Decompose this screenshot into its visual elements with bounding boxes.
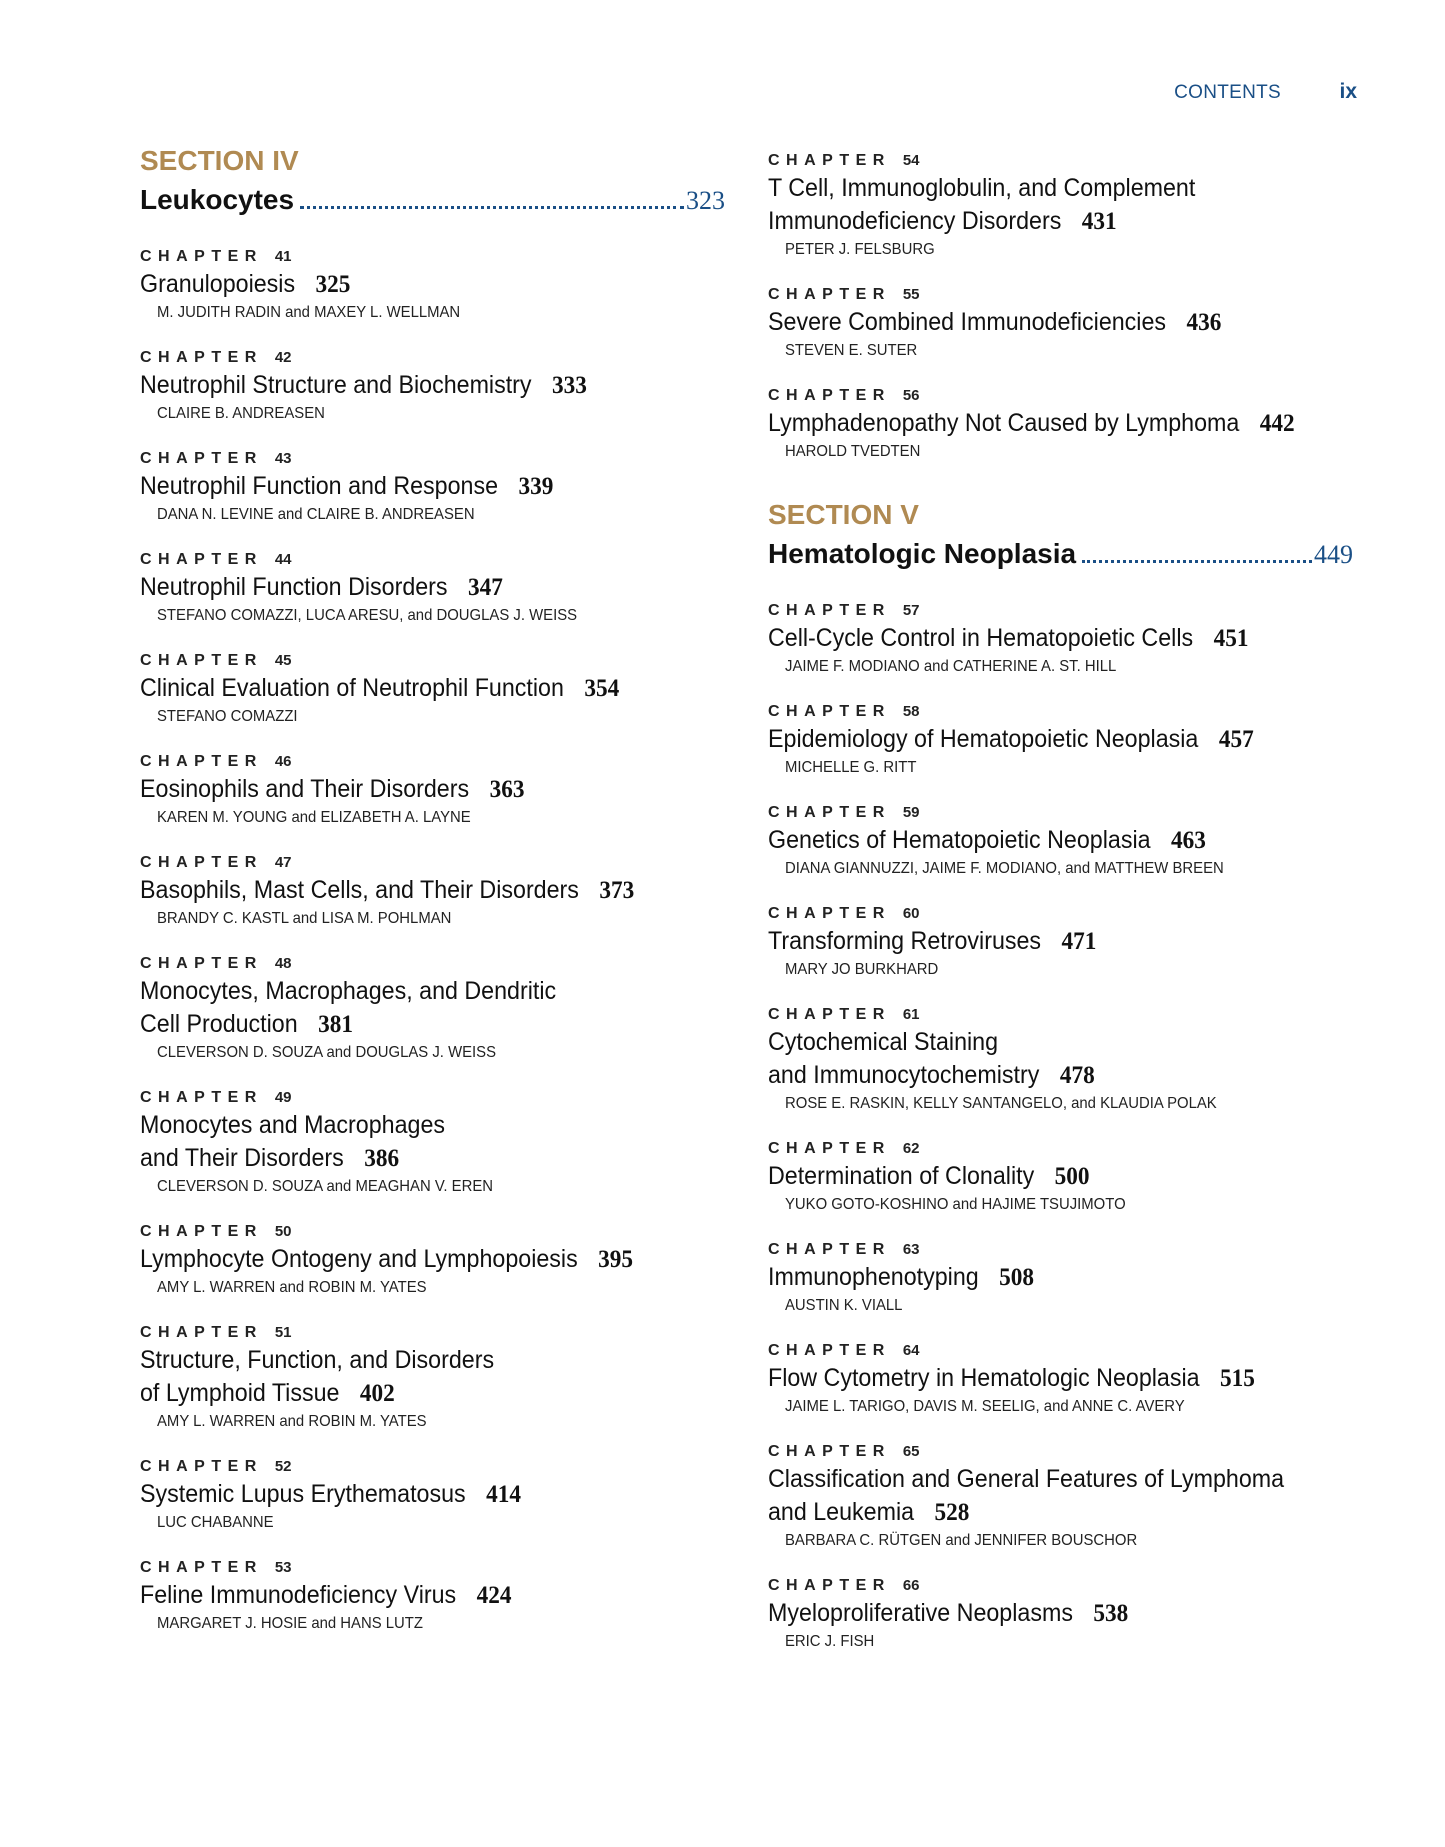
- chapter-authors: PETER J. FELSBURG: [785, 241, 935, 258]
- chapter-label: [768, 903, 1353, 925]
- chapter-title[interactable]: Classification and General Features of Lymphoma: [768, 1465, 1285, 1493]
- chapter-number: 61: [902, 1006, 920, 1023]
- section-entry[interactable]: [768, 538, 1353, 570]
- chapter-label: [140, 549, 725, 571]
- chapter-authors: AUSTIN K. VIALL: [785, 1297, 903, 1314]
- chapter-word: CHAPTER: [768, 703, 891, 720]
- section-title[interactable]: Leukocytes: [140, 184, 295, 215]
- chapter-title-text[interactable]: Clinical Evaluation of Neutrophil Function: [140, 674, 564, 702]
- chapter-title-text[interactable]: Flow Cytometry in Hematologic Neoplasia: [768, 1364, 1200, 1392]
- chapter-number: 43: [274, 450, 292, 467]
- chapter-page[interactable]: 363: [489, 776, 525, 803]
- chapter-title-text[interactable]: Feline Immunodeficiency Virus: [140, 1581, 457, 1609]
- chapter-number: 59: [902, 804, 920, 821]
- chapter-title-text[interactable]: Determination of Clonality: [768, 1162, 1035, 1190]
- chapter-entry-61[interactable]: [768, 1004, 1353, 1116]
- chapter-number: 63: [902, 1241, 920, 1258]
- chapter-number: 52: [274, 1458, 292, 1475]
- chapter-title-text[interactable]: of Lymphoid Tissue: [140, 1379, 340, 1407]
- chapter-page[interactable]: 402: [359, 1380, 395, 1407]
- contents-column-right: [768, 150, 1353, 1676]
- chapter-number: 58: [902, 703, 920, 720]
- chapter-title-text[interactable]: Immunodeficiency Disorders: [768, 207, 1062, 235]
- section-label: SECTION IV: [140, 145, 299, 176]
- chapter-title-line2[interactable]: [140, 1142, 684, 1175]
- chapter-word: CHAPTER: [140, 955, 263, 972]
- chapter-number: 45: [274, 652, 292, 669]
- chapter-word: CHAPTER: [140, 652, 263, 669]
- chapter-label: [768, 600, 1353, 622]
- chapter-label: [140, 751, 725, 773]
- chapter-entry-64[interactable]: [768, 1340, 1353, 1419]
- chapter-number: 46: [274, 753, 292, 770]
- chapter-page[interactable]: 457: [1218, 726, 1254, 753]
- chapter-title[interactable]: Monocytes, Macrophages, and Dendritic: [140, 977, 557, 1005]
- chapter-title[interactable]: [140, 1243, 684, 1276]
- chapter-title[interactable]: Cytochemical Staining: [768, 1028, 999, 1056]
- chapter-page[interactable]: 508: [999, 1264, 1035, 1291]
- chapter-label: [768, 284, 1353, 306]
- chapter-authors: JAIME L. TARIGO, DAVIS M. SEELIG, and ANNE C. AVERY: [785, 1398, 1185, 1415]
- chapter-title-text[interactable]: Eosinophils and Their Disorders: [140, 775, 470, 803]
- chapter-title[interactable]: [768, 1362, 1312, 1395]
- chapter-entry-66[interactable]: [768, 1575, 1353, 1654]
- chapter-word: CHAPTER: [768, 1342, 891, 1359]
- chapter-word: CHAPTER: [140, 1458, 263, 1475]
- section-iv-header: [140, 140, 725, 216]
- section-v-header: [768, 494, 1353, 570]
- chapter-number: 51: [274, 1324, 292, 1341]
- chapter-page[interactable]: 451: [1213, 625, 1249, 652]
- chapter-page[interactable]: 424: [476, 1582, 512, 1609]
- chapter-label: [768, 1575, 1353, 1597]
- chapter-entry-46[interactable]: [140, 751, 725, 830]
- chapter-authors: CLEVERSON D. SOUZA and DOUGLAS J. WEISS: [157, 1044, 497, 1061]
- chapter-word: CHAPTER: [768, 804, 891, 821]
- chapter-title-text[interactable]: Granulopoiesis: [140, 270, 296, 298]
- chapter-title-text[interactable]: and Immunocytochemistry: [768, 1061, 1040, 1089]
- chapter-authors: AMY L. WARREN and ROBIN M. YATES: [157, 1279, 427, 1296]
- chapter-word: CHAPTER: [768, 1006, 891, 1023]
- chapter-authors: DANA N. LEVINE and CLAIRE B. ANDREASEN: [157, 506, 475, 523]
- chapter-title[interactable]: [768, 1597, 1312, 1630]
- chapter-title[interactable]: [768, 1160, 1312, 1193]
- chapter-title-text[interactable]: Lymphadenopathy Not Caused by Lymphoma: [768, 409, 1240, 437]
- chapter-title-text[interactable]: Genetics of Hematopoietic Neoplasia: [768, 826, 1151, 854]
- chapter-entry-41[interactable]: [140, 246, 725, 325]
- chapter-word: CHAPTER: [140, 854, 263, 871]
- chapter-word: CHAPTER: [768, 1443, 891, 1460]
- chapter-number: 44: [274, 551, 292, 568]
- chapter-label: [140, 1456, 725, 1478]
- chapter-page[interactable]: 395: [598, 1246, 634, 1273]
- chapter-label: [140, 1221, 725, 1243]
- contents-column-left: [140, 140, 725, 1658]
- dot-leader: [300, 206, 684, 209]
- chapter-authors: AMY L. WARREN and ROBIN M. YATES: [157, 1413, 427, 1430]
- chapter-page[interactable]: 515: [1220, 1365, 1255, 1392]
- chapter-page[interactable]: 381: [318, 1011, 353, 1038]
- chapter-authors: CLAIRE B. ANDREASEN: [157, 405, 325, 422]
- chapter-title[interactable]: [140, 571, 684, 604]
- chapter-word: CHAPTER: [140, 1324, 263, 1341]
- chapter-title[interactable]: T Cell, Immunoglobulin, and Complement: [768, 174, 1196, 202]
- chapter-entry-50[interactable]: [140, 1221, 725, 1300]
- chapter-title[interactable]: [140, 874, 684, 907]
- chapter-number: 64: [902, 1342, 920, 1359]
- chapter-page[interactable]: 354: [584, 675, 620, 702]
- chapter-title[interactable]: [140, 1579, 684, 1612]
- chapter-number: 55: [902, 286, 920, 303]
- chapter-word: CHAPTER: [768, 1140, 891, 1157]
- chapter-page[interactable]: 436: [1186, 309, 1222, 336]
- chapter-entry-63[interactable]: [768, 1239, 1353, 1318]
- chapter-number: 65: [902, 1443, 920, 1460]
- chapter-page[interactable]: 431: [1081, 208, 1117, 235]
- chapter-title-line2[interactable]: [768, 1059, 1312, 1092]
- chapter-title-line2[interactable]: [140, 1377, 684, 1410]
- chapter-title-line2[interactable]: [768, 205, 1312, 238]
- chapter-label: [140, 1322, 725, 1344]
- chapter-number: 54: [902, 152, 920, 169]
- chapter-number: 53: [274, 1559, 292, 1576]
- chapter-title[interactable]: Monocytes and Macrophages: [140, 1111, 446, 1139]
- chapter-authors: MARY JO BURKHARD: [785, 961, 939, 978]
- chapter-page[interactable]: 471: [1061, 928, 1097, 955]
- chapter-entry-43[interactable]: [140, 448, 725, 527]
- chapter-entry-44[interactable]: [140, 549, 725, 628]
- chapter-label: [768, 1340, 1353, 1362]
- chapter-title-text[interactable]: Cell-Cycle Control in Hematopoietic Cells: [768, 624, 1194, 652]
- chapter-page[interactable]: 414: [486, 1481, 521, 1508]
- chapter-word: CHAPTER: [140, 349, 263, 366]
- section-label: SECTION V: [768, 499, 919, 530]
- chapter-authors: M. JUDITH RADIN and MAXEY L. WELLMAN: [157, 304, 461, 321]
- chapter-entry-54[interactable]: [768, 150, 1353, 262]
- chapter-number: 60: [902, 905, 920, 922]
- chapter-page[interactable]: 528: [934, 1499, 970, 1526]
- chapter-title[interactable]: Structure, Function, and Disorders: [140, 1346, 495, 1374]
- chapter-label: [140, 347, 725, 369]
- chapter-label: [140, 852, 725, 874]
- chapter-entry-60[interactable]: [768, 903, 1353, 982]
- chapter-word: CHAPTER: [768, 1241, 891, 1258]
- chapter-title[interactable]: [140, 470, 684, 503]
- section-entry[interactable]: [140, 184, 725, 216]
- chapter-entry-49[interactable]: [140, 1087, 725, 1199]
- chapter-label: [140, 953, 725, 975]
- chapter-label: [140, 650, 725, 672]
- chapter-title-text[interactable]: Cell Production: [140, 1010, 298, 1038]
- chapter-title[interactable]: [140, 369, 684, 402]
- chapter-label: [768, 385, 1353, 407]
- chapter-page[interactable]: 325: [315, 271, 351, 298]
- chapter-entry-42[interactable]: [140, 347, 725, 426]
- chapter-entry-58[interactable]: [768, 701, 1353, 780]
- chapter-word: CHAPTER: [768, 286, 891, 303]
- chapter-word: CHAPTER: [140, 248, 263, 265]
- chapter-number: 56: [902, 387, 920, 404]
- chapter-word: CHAPTER: [768, 602, 891, 619]
- chapter-title[interactable]: [768, 306, 1312, 339]
- chapter-page[interactable]: 386: [364, 1145, 400, 1172]
- chapter-page[interactable]: 373: [599, 877, 635, 904]
- chapter-title-text[interactable]: Neutrophil Structure and Biochemistry: [140, 371, 532, 399]
- chapter-entry-56[interactable]: [768, 385, 1353, 464]
- chapter-title[interactable]: [768, 1261, 1312, 1294]
- chapter-title-line2[interactable]: [768, 1496, 1312, 1529]
- chapter-word: CHAPTER: [768, 152, 891, 169]
- chapter-title-line2[interactable]: [140, 1008, 684, 1041]
- chapter-entry-65[interactable]: [768, 1441, 1353, 1553]
- chapter-number: 62: [902, 1140, 920, 1157]
- chapter-authors: DIANA GIANNUZZI, JAIME F. MODIANO, and MATTHEW BREEN: [785, 860, 1224, 877]
- chapter-page[interactable]: 333: [552, 372, 587, 399]
- chapter-entry-62[interactable]: [768, 1138, 1353, 1217]
- chapter-title-text[interactable]: Myeloproliferative Neoplasms: [768, 1599, 1073, 1627]
- chapter-title[interactable]: [140, 672, 684, 705]
- chapter-label: [768, 802, 1353, 824]
- chapter-authors: ERIC J. FISH: [785, 1633, 875, 1650]
- chapter-title-text[interactable]: Immunophenotyping: [768, 1263, 979, 1291]
- chapter-entry-53[interactable]: [140, 1557, 725, 1636]
- chapter-number: 50: [274, 1223, 292, 1240]
- chapter-title[interactable]: [140, 1478, 684, 1511]
- chapter-number: 57: [902, 602, 920, 619]
- chapter-word: CHAPTER: [140, 450, 263, 467]
- chapter-title[interactable]: [140, 268, 684, 301]
- chapter-title-text[interactable]: Severe Combined Immunodeficiencies: [768, 308, 1167, 336]
- chapter-title[interactable]: [768, 622, 1312, 655]
- chapter-label: [140, 1557, 725, 1579]
- section-page[interactable]: 449: [1314, 540, 1353, 569]
- chapter-title[interactable]: [768, 824, 1312, 857]
- chapter-authors: BRANDY C. KASTL and LISA M. POHLMAN: [157, 910, 452, 927]
- chapter-page[interactable]: 478: [1059, 1062, 1095, 1089]
- chapter-title-text[interactable]: and Leukemia: [768, 1498, 915, 1526]
- chapter-number: 42: [274, 349, 292, 366]
- chapter-title[interactable]: [768, 925, 1312, 958]
- chapter-label: [140, 448, 725, 470]
- section-title[interactable]: Hematologic Neoplasia: [768, 538, 1077, 569]
- chapter-number: 41: [274, 248, 292, 265]
- chapter-title[interactable]: [768, 723, 1312, 756]
- chapter-page[interactable]: 538: [1093, 1600, 1129, 1627]
- chapter-label: [768, 1441, 1353, 1463]
- chapter-label: [768, 701, 1353, 723]
- chapter-title-text[interactable]: Basophils, Mast Cells, and Their Disorders: [140, 876, 579, 904]
- dot-leader: [1082, 560, 1312, 563]
- chapter-label: [140, 246, 725, 268]
- chapter-word: CHAPTER: [768, 905, 891, 922]
- chapter-entry-45[interactable]: [140, 650, 725, 729]
- chapter-page[interactable]: 500: [1054, 1163, 1090, 1190]
- chapter-number: 66: [902, 1577, 920, 1594]
- chapter-label: [140, 1087, 725, 1109]
- chapter-entry-59[interactable]: [768, 802, 1353, 881]
- chapter-authors: ROSE E. RASKIN, KELLY SANTANGELO, and KLAUDIA POLAK: [785, 1095, 1217, 1112]
- chapter-number: 49: [274, 1089, 292, 1106]
- chapter-authors: MICHELLE G. RITT: [785, 759, 917, 776]
- chapter-authors: HAROLD TVEDTEN: [785, 443, 921, 460]
- chapter-entry-55[interactable]: [768, 284, 1353, 363]
- chapter-title[interactable]: [140, 773, 684, 806]
- chapter-authors: BARBARA C. RÜTGEN and JENNIFER BOUSCHOR: [785, 1532, 1138, 1549]
- chapter-authors: YUKO GOTO-KOSHINO and HAJIME TSUJIMOTO: [785, 1196, 1126, 1213]
- chapter-title[interactable]: [768, 407, 1312, 440]
- chapter-authors: STEFANO COMAZZI: [157, 708, 298, 725]
- chapter-entry-57[interactable]: [768, 600, 1353, 679]
- section-page[interactable]: 323: [686, 186, 725, 215]
- chapter-authors: MARGARET J. HOSIE and HANS LUTZ: [157, 1615, 423, 1632]
- chapter-word: CHAPTER: [140, 1223, 263, 1240]
- running-head: [1174, 80, 1357, 104]
- chapter-number: 47: [274, 854, 292, 871]
- running-head-label: CONTENTS: [1174, 82, 1282, 103]
- chapter-authors: LUC CHABANNE: [157, 1514, 274, 1531]
- chapter-number: 48: [274, 955, 292, 972]
- chapter-title-text[interactable]: Systemic Lupus Erythematosus: [140, 1480, 466, 1508]
- chapter-title-text[interactable]: and Their Disorders: [140, 1144, 344, 1172]
- chapter-entry-48[interactable]: [140, 953, 725, 1065]
- chapter-authors: STEVEN E. SUTER: [785, 342, 918, 359]
- chapter-page[interactable]: 339: [518, 473, 554, 500]
- chapter-authors: KAREN M. YOUNG and ELIZABETH A. LAYNE: [157, 809, 471, 826]
- chapter-word: CHAPTER: [140, 1559, 263, 1576]
- chapter-entry-47[interactable]: [140, 852, 725, 931]
- chapter-word: CHAPTER: [768, 387, 891, 404]
- chapter-label: [768, 150, 1353, 172]
- chapter-word: CHAPTER: [768, 1577, 891, 1594]
- chapter-title-text[interactable]: Transforming Retroviruses: [768, 927, 1042, 955]
- chapter-entry-51[interactable]: [140, 1322, 725, 1434]
- chapter-word: CHAPTER: [140, 551, 263, 568]
- chapter-label: [768, 1004, 1353, 1026]
- chapter-page[interactable]: 463: [1170, 827, 1206, 854]
- chapter-authors: CLEVERSON D. SOUZA and MEAGHAN V. EREN: [157, 1178, 494, 1195]
- chapter-page[interactable]: 347: [468, 574, 503, 601]
- chapter-label: [768, 1239, 1353, 1261]
- chapter-word: CHAPTER: [140, 1089, 263, 1106]
- chapter-title-text[interactable]: Neutrophil Function and Response: [140, 472, 499, 500]
- chapter-title-text[interactable]: Epidemiology of Hematopoietic Neoplasia: [768, 725, 1199, 753]
- chapter-label: [768, 1138, 1353, 1160]
- chapter-word: CHAPTER: [140, 753, 263, 770]
- chapter-page[interactable]: 442: [1259, 410, 1295, 437]
- page-number: ix: [1339, 80, 1357, 103]
- chapter-authors: STEFANO COMAZZI, LUCA ARESU, and DOUGLAS J. WEISS: [157, 607, 578, 624]
- chapter-entry-52[interactable]: [140, 1456, 725, 1535]
- chapter-title-text[interactable]: Neutrophil Function Disorders: [140, 573, 448, 601]
- chapter-title-text[interactable]: Lymphocyte Ontogeny and Lymphopoiesis: [140, 1245, 578, 1273]
- chapter-authors: JAIME F. MODIANO and CATHERINE A. ST. HILL: [785, 658, 1117, 675]
